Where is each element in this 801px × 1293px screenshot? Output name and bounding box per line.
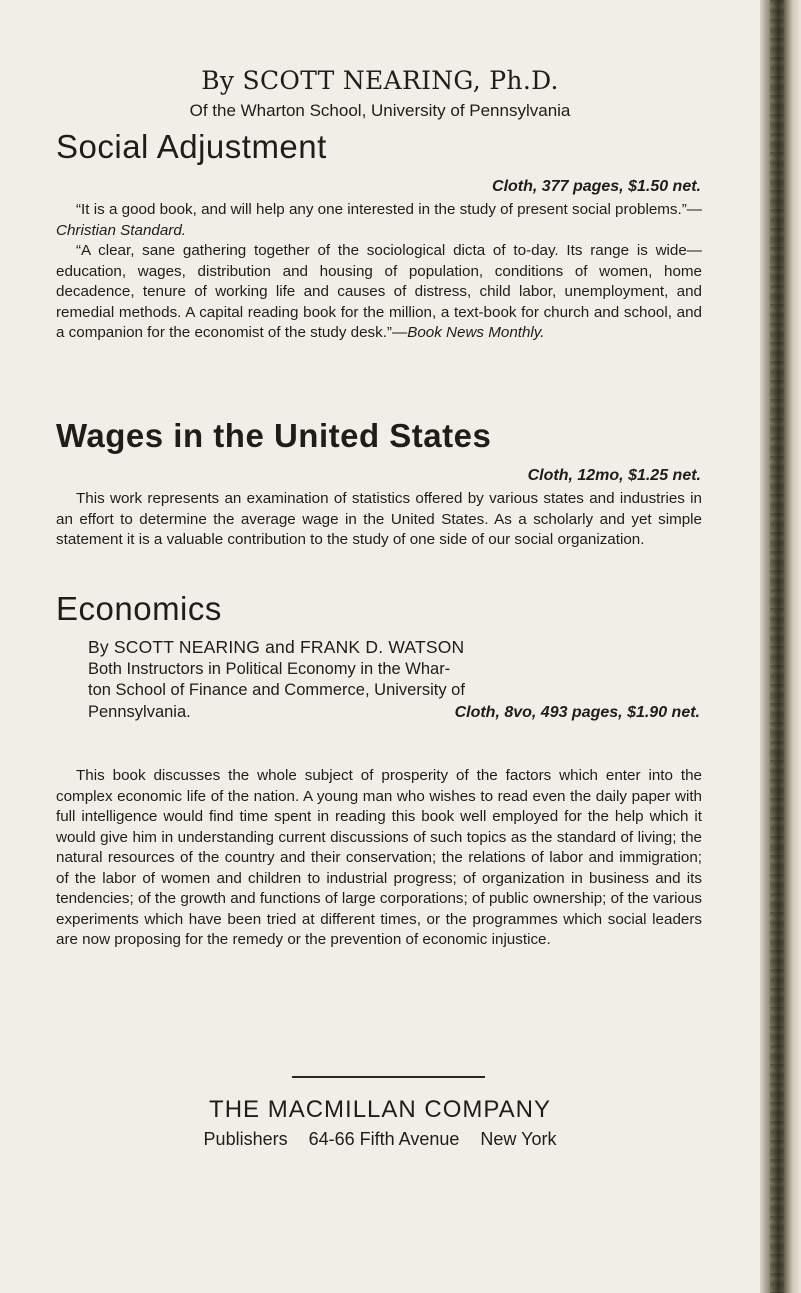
publisher-label: Publishers xyxy=(203,1129,288,1149)
economics-affil-2: ton School of Finance and Commerce, University of xyxy=(88,681,465,699)
economics-spec: Cloth, 8vo, 493 pages, $1.90 net. xyxy=(454,703,700,721)
wages-title: Wages in the United States xyxy=(56,417,492,454)
social-adjustment-quote-2 xyxy=(56,241,702,344)
quote-1-source: Christian Standard. xyxy=(56,221,187,239)
economics-affil-3: Pennsylvania. xyxy=(88,702,191,721)
quote-2-text: “A clear, sane gathering together of the sociological dicta of to-day. Its range is wide—education, wages, distribution and housing of population, conditions of women, home decadence, tenure of working life and causes of distress, child labor, unemployment, and remedial methods. A capital reading book for the million, a text-book for church and school, and a companion for the economist of the study desk.”— xyxy=(56,242,702,341)
page-binding-shadow xyxy=(770,0,784,1293)
publisher-street: 64-66 Fifth Avenue xyxy=(308,1129,460,1149)
publisher-address xyxy=(0,1129,760,1150)
divider-rule xyxy=(292,1076,485,1078)
affiliation-line: Of the Wharton School, University of Pennsylvania xyxy=(189,101,571,120)
economics-affil-last xyxy=(88,702,700,724)
quote-2-source: Book News Monthly. xyxy=(407,324,545,341)
social-adjustment-quote-1 xyxy=(56,200,702,241)
economics-title: Economics xyxy=(56,590,222,627)
author-line: By SCOTT NEARING, Ph.D. xyxy=(201,66,559,95)
wages-spec: Cloth, 12mo, $1.25 net. xyxy=(527,467,701,484)
publisher-city: New York xyxy=(480,1129,557,1149)
social-adjustment-spec: Cloth, 377 pages, $1.50 net. xyxy=(492,178,701,195)
economics-byline xyxy=(88,637,700,723)
quote-1-text: “It is a good book, and will help any one interested in the study of present social problems.”— xyxy=(76,201,702,218)
publisher-name: THE MACMILLAN COMPANY xyxy=(209,1096,551,1123)
social-adjustment-title: Social Adjustment xyxy=(56,128,327,165)
economics-affil-1: Both Instructors in Political Economy in the Whar- xyxy=(88,659,451,678)
wages-body: This work represents an examination of statistics offered by various states and industries in an effort to determine the average wage in the United States. As a scholarly and yet simple statement it is a valuable contribution to the study of one side of our social organization. xyxy=(56,490,702,548)
economics-authors: By SCOTT NEARING and FRANK D. WATSON xyxy=(88,637,465,657)
economics-body: This book discusses the whole subject of prosperity of the factors which enter into the complex economic life of the nation. A young man who wishes to read even the daily paper with full intelligence would find time spent in reading this book well employed for the help which it would give him in understanding current discussions of such topics as the standard of living; the natural resources of the country and their conservation; the relations of labor and immigration; of the labor of women and children to industrial progress; of organization in business and its tendencies; of the growth and functions of large corporations; of public ownership; of the various experiments which have been tried at different times, or the programmes which social leaders are now proposing for the remedy or the prevention of economic injustice. xyxy=(56,767,702,948)
